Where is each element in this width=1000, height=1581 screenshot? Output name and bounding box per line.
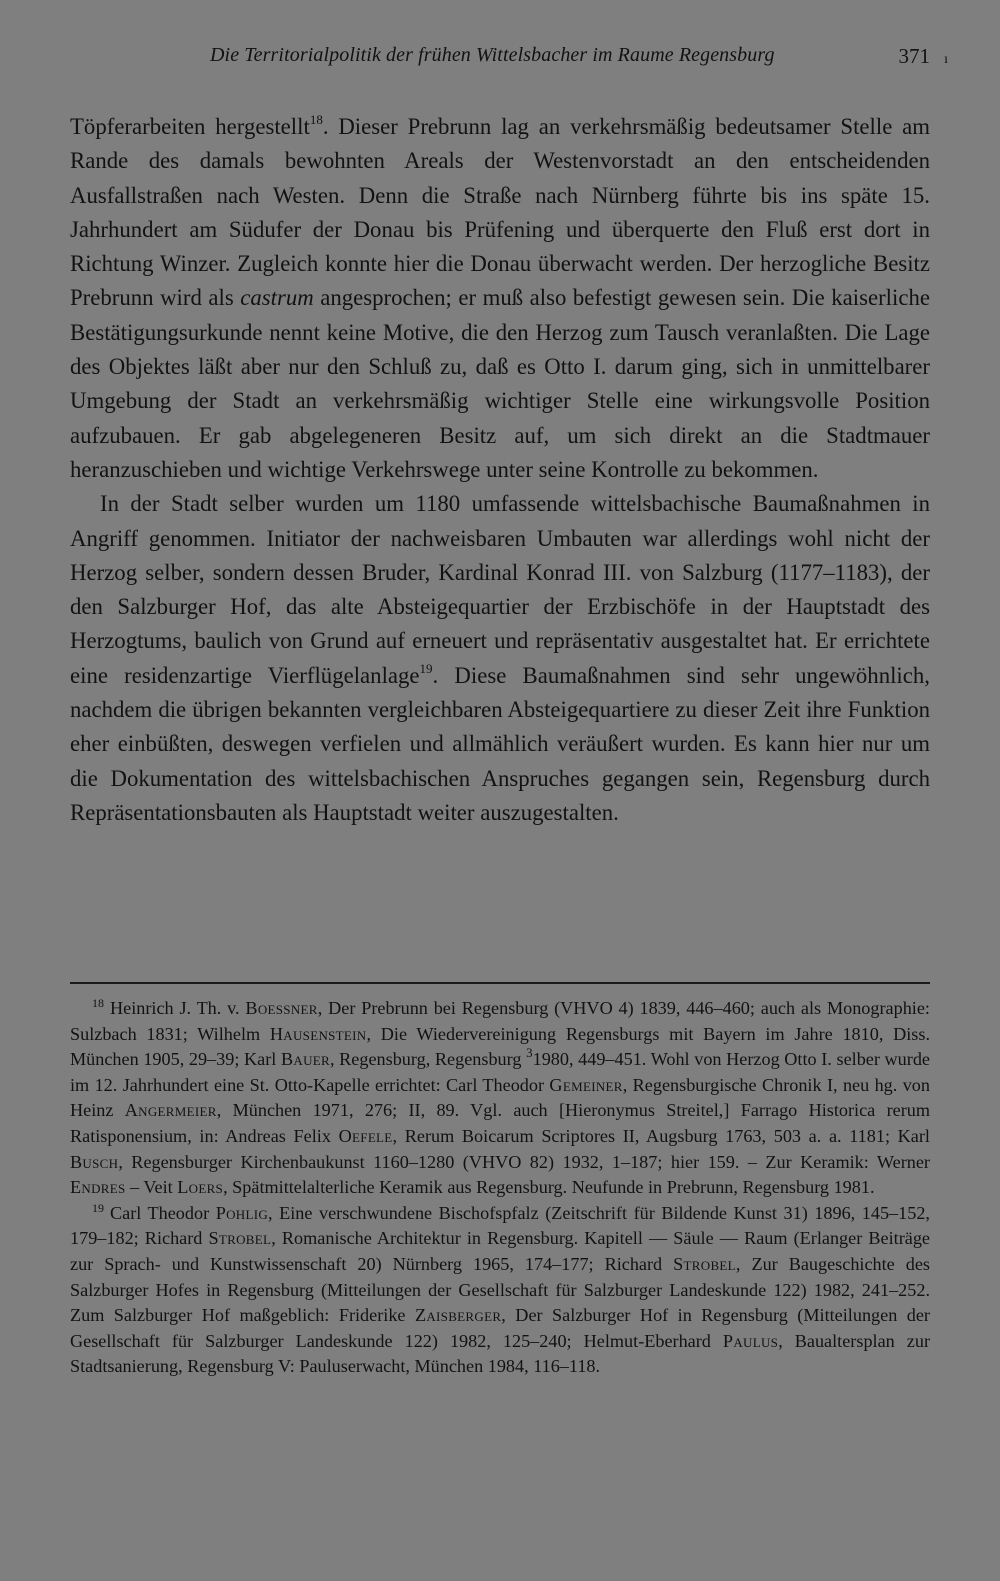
text-run: , Eine verschwundene Bischofspfalz (Zeitschrift für Bildende Kunst 31) 1896, 145–152, 179–182; Richard	[70, 1202, 930, 1249]
text-run: . Diese Baumaßnahmen sind sehr ungewöhnlich, nachdem die übrigen bekannten vergleichbaren Absteigequartiere zu dieser Zeit ihre Funktion eher einbüßten, deswegen verfielen und allmählich veräußert wurden. Es kann hier nur um die Dokumentation des wittelsbachischen Anspruches gegangen sein, Regensburg durch Repräsentationsbauten als Hauptstadt weiter auszugestalten.	[70, 662, 930, 825]
author-name: Busch	[70, 1151, 119, 1172]
author-name: Endres	[70, 1177, 126, 1198]
text-run: angesprochen; er muß also befestigt gewesen sein. Die kaiserliche Bestätigungsurkunde nennt keine Motive, die den Herzog zum Tausch veranlaßten. Die Lage des Objektes läßt aber nur den Schluß zu, daß es Otto I. darum ging, sich in unmittelbarer Umgebung der Stadt an verkehrsmäßig wichtiger Stelle eine wirkungsvolle Position aufzubauen. Er gab abgelegeneren Besitz auf, um sich direkt an die Stadtmauer heranzuschieben und wichtige Verkehrswege unter seine Kontrolle zu bekommen.	[70, 285, 930, 482]
text-run: , Der Salzburger Hof in Regensburg (Mitteilungen der Gesellschaft für Salzburger Landeskunde 122) 1982, 125–240; Helmut-Eberhard	[70, 1305, 930, 1351]
main-text	[70, 110, 930, 830]
author-name: Gemeiner	[549, 1074, 623, 1095]
page-number: 371	[898, 44, 930, 68]
text-run: 1980, 449–451. Wohl von Herzog Otto I. selber wurde im 12. Jahrhundert eine St. Otto-Kapelle errichtet: Carl Theodor	[70, 1049, 930, 1095]
text-run: , Romanische Architektur in Regensburg. Kapitell — Säule — Raum (Erlanger Beiträge zur Sprach- und Kunstwissenschaft 20) Nürnberg 1965, 174–177; Richard	[70, 1228, 930, 1274]
text-run: , München 1971, 276; II, 89. Vgl. auch [Hieronymus Streitel,] Farrago Historica rerum Ratisponensium, in: Andreas Felix	[70, 1100, 930, 1146]
paragraph-1	[70, 110, 930, 487]
author-name: Loers	[177, 1177, 224, 1198]
text-run: , Die Wiedervereinigung Regensburgs mit Bayern im Jahre 1810, Diss. München 1905, 29–39; Karl	[70, 1023, 930, 1070]
footnotes	[70, 996, 930, 1380]
author-name: Bauer	[280, 1049, 330, 1070]
author-name: Oefele	[338, 1125, 393, 1146]
author-name: Boessner	[245, 998, 318, 1018]
running-title: Die Territorialpolitik der frühen Wittelsbacher im Raume Regensburg	[210, 44, 775, 66]
running-header	[70, 44, 948, 78]
footnote-19	[70, 1201, 930, 1380]
text-run: , Rerum Boicarum Scriptores II, Augsburg 1763, 503 a. a. 1181; Karl	[392, 1125, 930, 1146]
author-name: Pohlig	[215, 1202, 269, 1223]
footnote-number: 19	[92, 1200, 104, 1215]
footnote-ref-19: 19	[419, 661, 433, 677]
footnote-separator	[70, 982, 930, 984]
text-run: Töpferarbeiten hergestellt	[70, 114, 310, 139]
edition-superscript: 3	[526, 1045, 533, 1061]
author-name: Strobel	[208, 1228, 272, 1249]
author-name: Zaisberger	[414, 1305, 502, 1326]
text-run: , Baualtersplan zur Stadtsanierung, Regensburg V: Pauluserwacht, München 1984, 116–118.	[70, 1330, 930, 1377]
author-name: Hausenstein	[269, 1023, 367, 1044]
text-run: , Regensburger Kirchenbaukunst 1160–1280 (VHVO 82) 1932, 1–187; hier 159. – Zur Keramik: Werner	[118, 1151, 930, 1172]
text-run: , Zur Baugeschichte des Salzburger Hofes in Regensburg (Mitteilungen der Gesellschaft für Salzburger Landeskunde 122) 1982, 241–252. Zum Salzburger Hof maßgeblich: Friderike	[70, 1253, 930, 1326]
edge-mark: ı	[944, 52, 948, 67]
text-run: , Regensburg, Regensburg	[330, 1049, 527, 1070]
text-run: , Spätmittelalterliche Keramik aus Regensburg. Neufunde in Prebrunn, Regensburg 1981.	[223, 1177, 875, 1198]
footnote-number: 18	[92, 995, 104, 1010]
text-run: , Regensburgische Chronik I, neu hg. von Heinz	[70, 1074, 930, 1121]
footnote-18	[70, 996, 930, 1201]
text-run: . Dieser Prebrunn lag an verkehrsmäßig bedeutsamer Stelle am Rande des damals bewohnten Areals der Westenvorstadt an den entscheidenden Ausfallstraßen nach Westen. Denn die Straße nach Nürnberg führte bis ins späte 15. Jahrhundert am Südufer der Donau bis Prüfening und überquerte den Fluß erst dort in Richtung Winzer. Zugleich konnte hier die Donau überwacht werden. Der herzogliche Besitz Prebrunn wird als	[70, 114, 931, 311]
text-run: , Der Prebrunn bei Regensburg (VHVO 4) 1839, 446–460; auch als Monographie: Sulzbach 1831; Wilhelm	[70, 998, 930, 1044]
footnote-ref-18: 18	[309, 112, 323, 128]
text-run: – Veit	[125, 1177, 178, 1198]
text-run: Carl Theodor	[110, 1202, 216, 1223]
author-name: Paulus	[722, 1330, 779, 1351]
text-run: In der Stadt selber wurden um 1180 umfassende wittelsbachische Baumaßnahmen in Angriff genommen. Initiator der nachweisbaren Umbauten war allerdings wohl nicht der Herzog selber, sondern dessen Bruder, Kardinal Konrad III. von Salzburg (1177–1183), der den Salzburger Hof, das alte Absteigequartier der Erzbischöfe in der Hauptstadt des Herzogtums, baulich von Grund auf erneuert und repräsentativ ausgestaltet hat. Er errichtete eine residenzartige Vierflügelanlage	[70, 491, 930, 688]
paragraph-2	[70, 487, 930, 830]
emphasis-castrum: castrum	[240, 285, 314, 311]
author-name: Strobel	[673, 1253, 736, 1274]
author-name: Angermeier	[124, 1100, 217, 1121]
text-run: Heinrich J. Th. v.	[110, 998, 246, 1018]
